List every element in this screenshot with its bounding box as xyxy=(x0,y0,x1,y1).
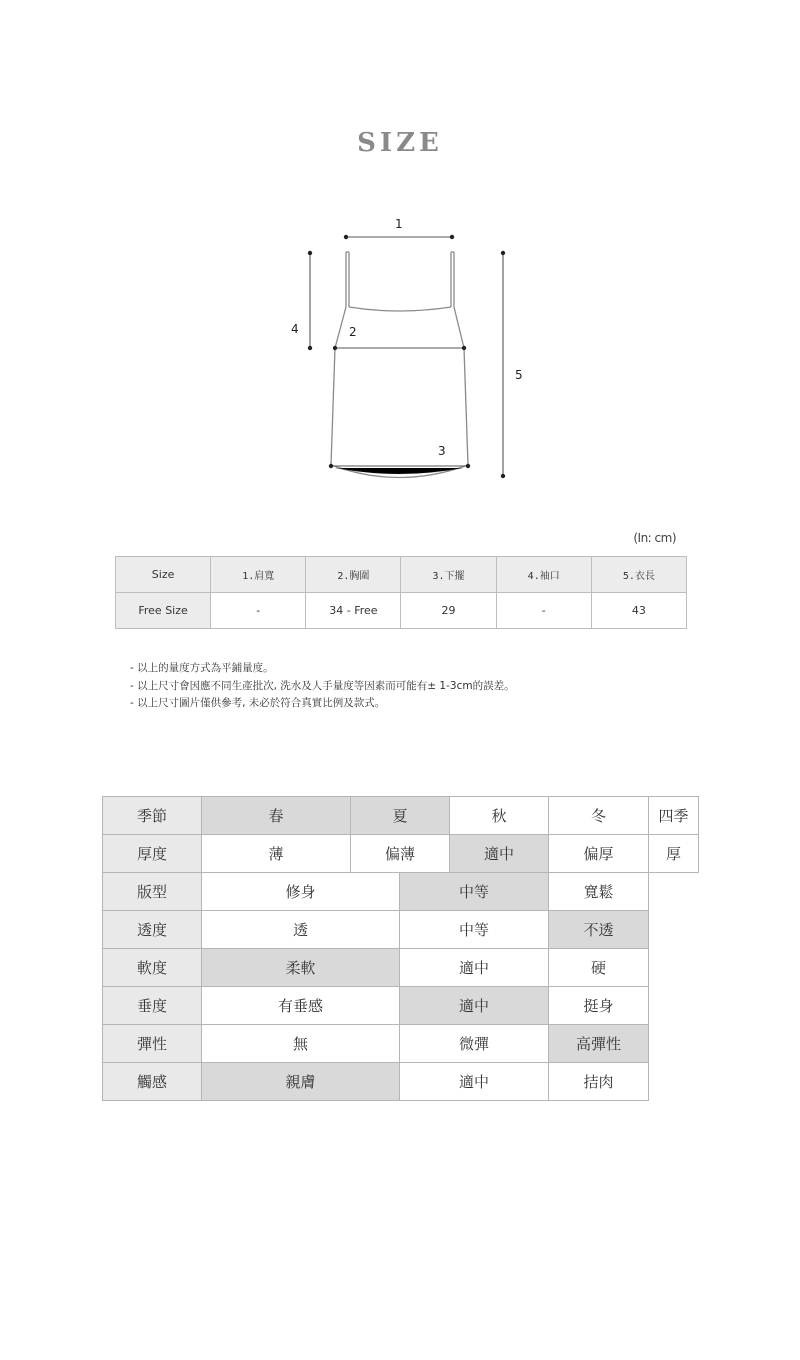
season-label: 季節 xyxy=(103,797,202,835)
drape-row xyxy=(103,987,699,1025)
note-1: - 以上的量度方式為平鋪量度。 xyxy=(130,662,274,674)
label-1: 1 xyxy=(395,217,403,231)
touch-option-medium: 適中 xyxy=(400,1063,549,1101)
label-2: 2 xyxy=(349,325,357,339)
thickness-option-slightly-thick: 偏厚 xyxy=(549,835,649,873)
fit-option-loose: 寬鬆 xyxy=(549,873,649,911)
right-strap xyxy=(451,252,454,307)
chest-cell: 34 - Free xyxy=(306,593,401,629)
softness-row xyxy=(103,949,699,987)
season-option-all-year: 四季 xyxy=(649,797,699,835)
size-table-header-row xyxy=(116,557,687,593)
left-strap xyxy=(346,252,349,307)
hem-cell: 29 xyxy=(401,593,496,629)
drape-label: 垂度 xyxy=(103,987,202,1025)
garment-measurement-diagram xyxy=(0,200,800,500)
fit-row xyxy=(103,873,699,911)
elasticity-option-slight: 微彈 xyxy=(400,1025,549,1063)
drape-option-medium: 適中 xyxy=(400,987,549,1025)
label-5: 5 xyxy=(515,368,523,382)
elasticity-option-none: 無 xyxy=(202,1025,400,1063)
body-side-left xyxy=(331,348,335,465)
season-option-spring: 春 xyxy=(202,797,351,835)
note-3: - 以上尺寸圖片僅供參考, 未必於符合真實比例及款式。 xyxy=(130,697,386,709)
drape-option-flowy: 有垂感 xyxy=(202,987,400,1025)
season-option-winter: 冬 xyxy=(549,797,649,835)
season-row xyxy=(103,797,699,835)
size-table xyxy=(115,556,687,629)
fit-option-slim: 修身 xyxy=(202,873,400,911)
length-header: 5.衣長 xyxy=(591,557,686,593)
transparency-option-opaque: 不透 xyxy=(549,911,649,949)
softness-option-soft: 柔軟 xyxy=(202,949,400,987)
thickness-option-thick: 厚 xyxy=(649,835,699,873)
length-cell: 43 xyxy=(591,593,686,629)
softness-label: 軟度 xyxy=(103,949,202,987)
transparency-row xyxy=(103,911,699,949)
unit-label: (In: cm) xyxy=(633,531,676,545)
season-option-summer: 夏 xyxy=(351,797,450,835)
neckline xyxy=(349,307,451,311)
fit-label: 版型 xyxy=(103,873,202,911)
upper-side-left xyxy=(335,307,346,348)
touch-row xyxy=(103,1063,699,1101)
chest-header: 2.胸圍 xyxy=(306,557,401,593)
label-3: 3 xyxy=(438,444,446,458)
transparency-option-medium: 中等 xyxy=(400,911,549,949)
measurement-notes xyxy=(130,660,515,713)
touch-label: 觸感 xyxy=(103,1063,202,1101)
fit-option-regular: 中等 xyxy=(400,873,549,911)
drape-option-structured: 挺身 xyxy=(549,987,649,1025)
transparency-label: 透度 xyxy=(103,911,202,949)
label-4: 4 xyxy=(291,322,299,336)
shoulder-cell: - xyxy=(211,593,306,629)
upper-side-right xyxy=(454,307,464,348)
elasticity-label: 彈性 xyxy=(103,1025,202,1063)
transparency-option-sheer: 透 xyxy=(202,911,400,949)
season-option-autumn: 秋 xyxy=(450,797,549,835)
size-header: Size xyxy=(116,557,211,593)
shoulder-header: 1.肩寬 xyxy=(211,557,306,593)
softness-option-medium: 適中 xyxy=(400,949,549,987)
size-table-row xyxy=(116,593,687,629)
thickness-row xyxy=(103,835,699,873)
fabric-attributes-table xyxy=(102,796,699,1101)
thickness-label: 厚度 xyxy=(103,835,202,873)
cuff-cell: - xyxy=(496,593,591,629)
elasticity-row xyxy=(103,1025,699,1063)
touch-option-itchy: 拮肉 xyxy=(549,1063,649,1101)
thickness-option-slightly-thin: 偏薄 xyxy=(351,835,450,873)
elasticity-option-high: 高彈性 xyxy=(549,1025,649,1063)
hem-header: 3.下擺 xyxy=(401,557,496,593)
cuff-header: 4.袖口 xyxy=(496,557,591,593)
thickness-option-medium: 適中 xyxy=(450,835,549,873)
size-cell: Free Size xyxy=(116,593,211,629)
touch-option-skin-friendly: 親膚 xyxy=(202,1063,400,1101)
page-title: SIZE xyxy=(357,128,443,158)
thickness-option-thin: 薄 xyxy=(202,835,351,873)
softness-option-stiff: 硬 xyxy=(549,949,649,987)
body-side-right xyxy=(464,348,468,465)
note-2: - 以上尺寸會因應不同生產批次, 洗水及人手量度等因素而可能有± 1-3cm的誤差。 xyxy=(130,679,515,692)
